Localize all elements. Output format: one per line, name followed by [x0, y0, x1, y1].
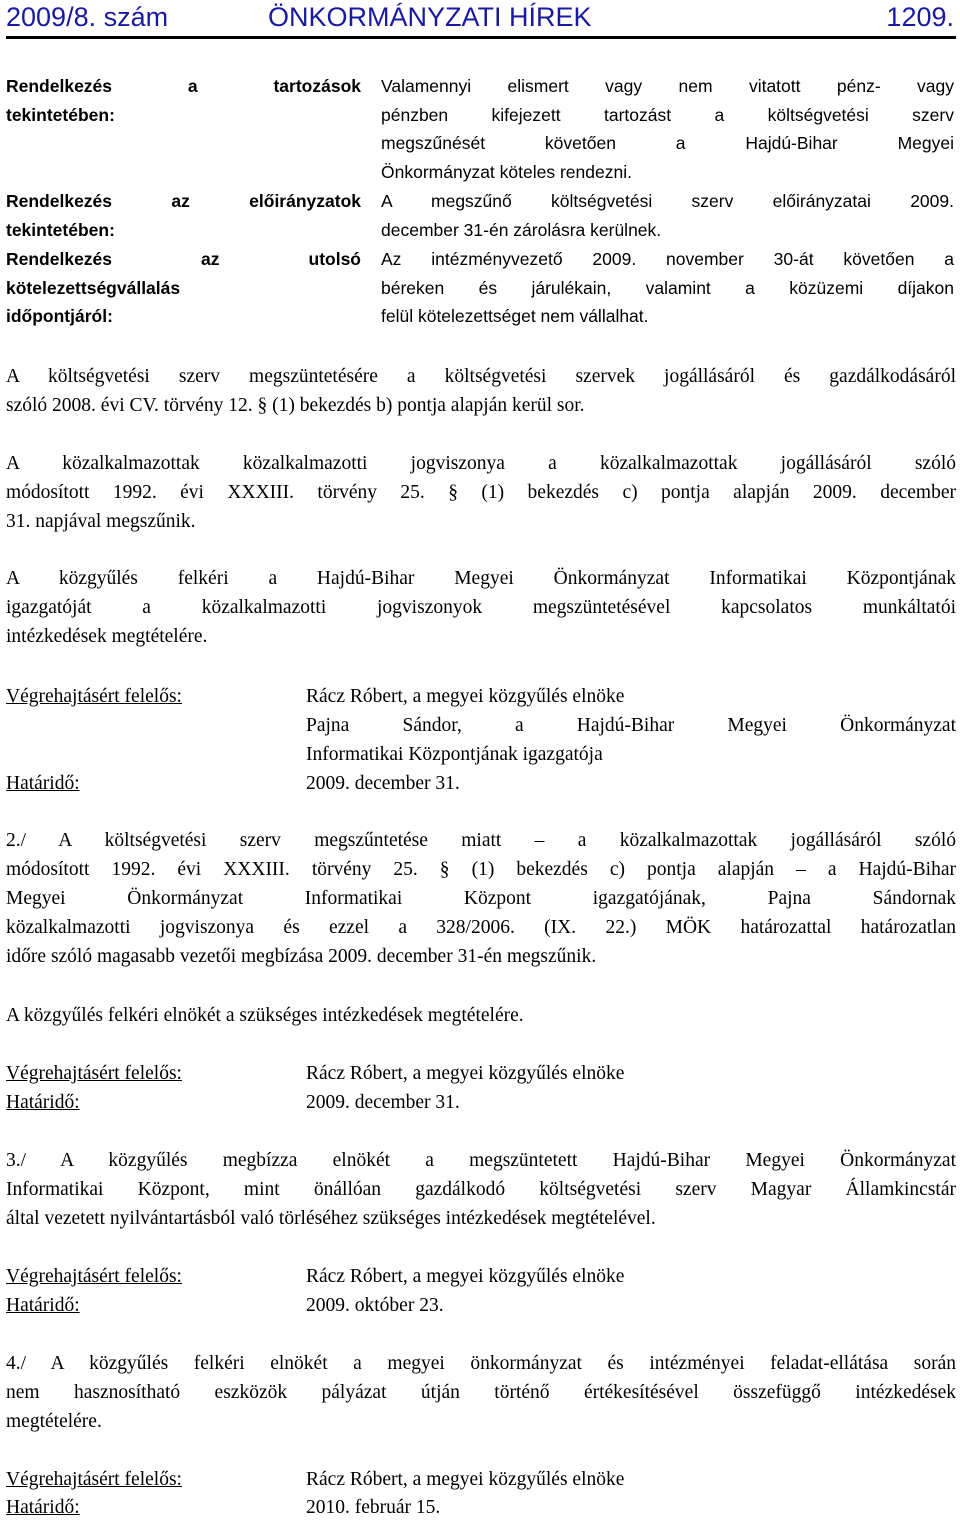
responsible-person: Informatikai Központjának igazgatója — [306, 744, 603, 765]
provision-label: Rendelkezés az utolsó kötelezettségvállalás időpontjáról: — [6, 249, 361, 326]
responsible-person: Pajna Sándor, a Hajdú-Bihar Megyei Önkormányzat — [306, 715, 956, 736]
responsibility-block-3 — [6, 1262, 956, 1322]
responsible-label: Végrehajtásért felelős: — [6, 1469, 182, 1490]
responsibility-block-1 — [6, 682, 956, 802]
paragraph-item-4: 4./ A közgyűlés felkéri elnökét a megyei önkormányzat és intézményei feladat-ellátása során nem hasznosítható eszközök pályázat útján történő értékesítésével összefüggő intézkedések megtételére. — [6, 1353, 956, 1432]
responsible-person: Rácz Róbert, a megyei közgyűlés elnöke — [306, 686, 625, 707]
responsible-label: Végrehajtásért felelős: — [6, 1266, 182, 1287]
responsibility-block-4 — [6, 1465, 956, 1523]
paragraph-item-3: 3./ A közgyűlés megbízza elnökét a megszüntetett Hajdú-Bihar Megyei Önkormányzat Informatikai Központ, mint önállóan gazdálkodó költségvetési szerv Magyar Államkincstár által vezetett nyilvántartásból való törléséhez szükséges intézkedések megtételével. — [6, 1150, 956, 1229]
publication-title: ÖNKORMÁNYZATI HÍREK — [268, 2, 592, 32]
responsible-person: Rácz Róbert, a megyei közgyűlés elnöke — [306, 1063, 625, 1084]
paragraph-request-chair: A közgyűlés felkéri elnökét a szükséges intézkedések megtételére. — [6, 1005, 524, 1026]
provision-label: Rendelkezés a tartozások tekintetében: — [6, 76, 361, 125]
issue-number: 2009/8. szám — [6, 2, 169, 32]
deadline-label: Határidő: — [6, 1092, 80, 1113]
paragraph-request-director: A közgyűlés felkéri a Hajdú-Bihar Megyei Önkormányzat Informatikai Központjának igazgatóját a közalkalmazotti jogviszonyok megszüntetésével kapcsolatos munkáltatói intézkedések megtételére. — [6, 568, 956, 647]
responsibility-block-2 — [6, 1059, 956, 1119]
page-header — [6, 0, 956, 39]
deadline-label: Határidő: — [6, 1295, 80, 1316]
deadline-date: 2009. december 31. — [306, 773, 460, 794]
paragraph-item-2: 2./ A költségvetési szerv megszűntetése miatt – a közalkalmazottak jogállásáról szóló módosított 1992. évi XXXIII. törvény 25. § (1) bekezdés c) pontja alapján – a Hajdú-Bihar Megyei Önkormányzat Informatikai Központ igazgatójának, Pajna Sándornak közalkalmazotti jogviszonya és ezzel a 328/2006. (IX. 22.) MÖK határozattal határozatlan időre szóló magasabb vezetői megbízása 2009. december 31-én megszűnik. — [6, 830, 956, 967]
page-number: 1209. — [886, 2, 954, 32]
responsible-label: Végrehajtásért felelős: — [6, 1063, 182, 1084]
provision-text: Az intézményvezető 2009. november 30-át követően a béreken és járulékain, valamint a közüzemi díjakon felül kötelezettséget nem vállalhat. — [381, 249, 954, 326]
responsible-person: Rácz Róbert, a megyei közgyűlés elnöke — [306, 1266, 625, 1287]
deadline-label: Határidő: — [6, 1497, 80, 1518]
deadline-label: Határidő: — [6, 773, 80, 794]
provision-text: A megszűnő költségvetési szerv előirányzatai 2009. december 31-én zárolásra kerülnek. — [381, 191, 954, 240]
deadline-date: 2009. december 31. — [306, 1092, 460, 1113]
deadline-date: 2009. október 23. — [306, 1295, 444, 1316]
deadline-date: 2010. február 15. — [306, 1497, 441, 1518]
provision-text: Valamennyi elismert vagy nem vitatott pénz- vagy pénzben kifejezett tartozást a költségvetési szerv megszűnését követően a Hajdú-Bihar Megyei Önkormányzat köteles rendezni. — [381, 76, 954, 182]
responsible-label: Végrehajtásért felelős: — [6, 686, 182, 707]
paragraph-employment-end: A közalkalmazottak közalkalmazotti jogviszonya a közalkalmazottak jogállásáról szóló módosított 1992. évi XXXIII. törvény 25. § (1) bekezdés c) pontja alapján 2009. december 31. napjával megszűnik. — [6, 453, 956, 532]
provision-label: Rendelkezés az előirányzatok tekintetében: — [6, 191, 361, 240]
responsible-person: Rácz Róbert, a megyei közgyűlés elnöke — [306, 1469, 625, 1490]
paragraph-legal-basis: A költségvetési szerv megszüntetésére a költségvetési szervek jogállásáról és gazdálkodásáról szóló 2008. évi CV. törvény 12. § (1) bekezdés b) pontja alapján kerül sor. — [6, 366, 956, 416]
